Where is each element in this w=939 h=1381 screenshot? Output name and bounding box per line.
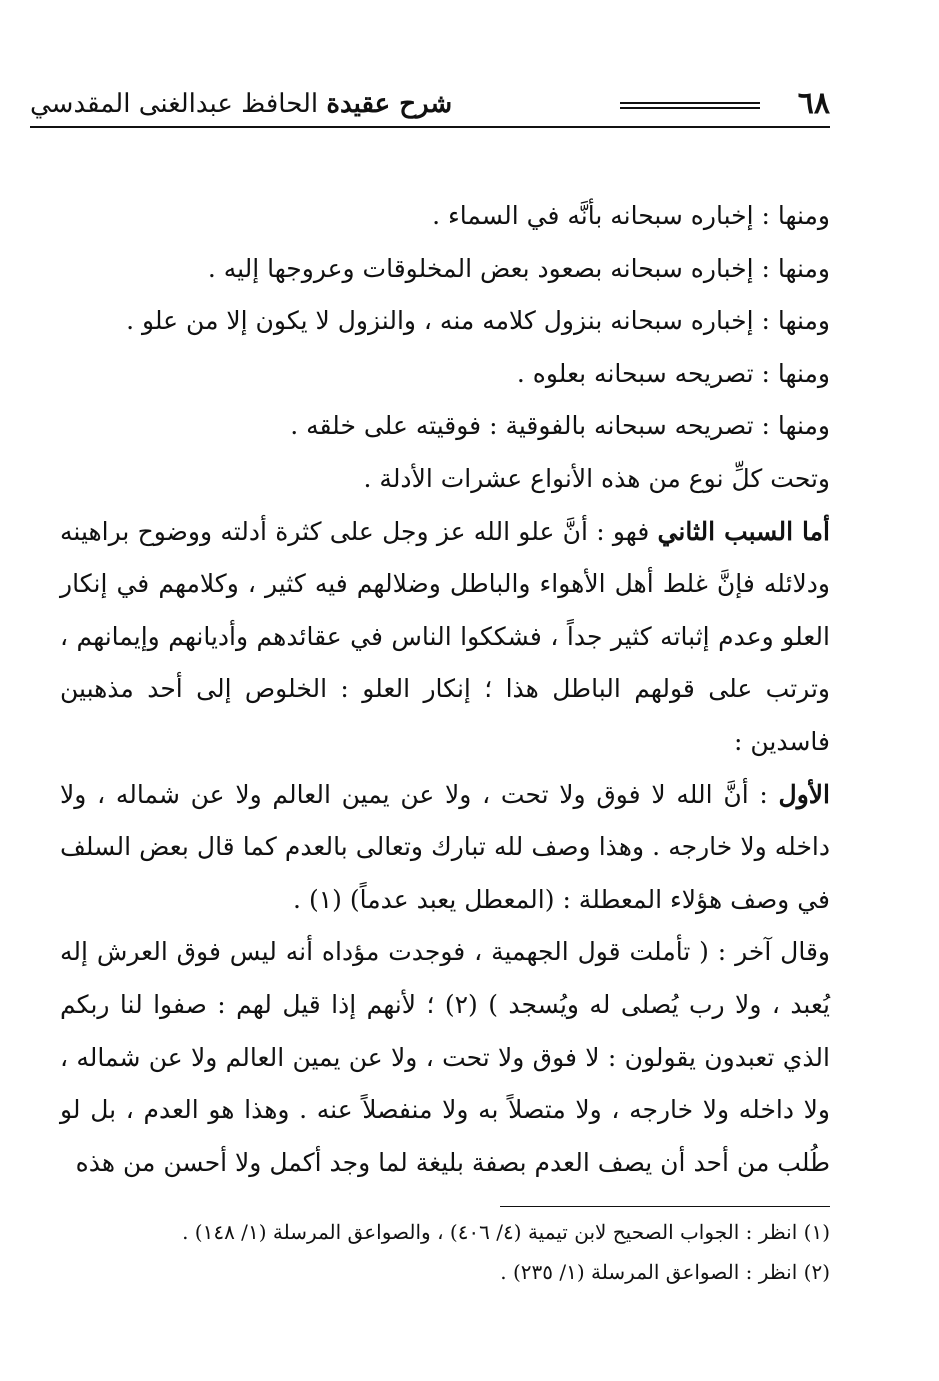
second-reason-text: فهو : أنَّ علو الله عز وجل على كثرة أدلته ووضوح براهينه ودلائله فإنَّ غلط أهل الأهواء والباطل وضلالهم فيه كثير ، وكلامهم في إنكار العلو وعدم إثباته كثير جداً ، فشككوا الناس في عقائدهم وأديانهم وإيمانهم ، وترتب على قولهم الباطل هذا ؛ إنكار العلو : الخلوص إلى أحد مذهبين فاسدين : (60, 516, 830, 756)
footnote: (١) انظر : الجواب الصحيح لابن تيمية (٤/ ٤٠٦) ، والصواعق المرسلة (١/ ١٤٨) . (182, 1220, 830, 1244)
second-reason-paragraph (60, 506, 830, 769)
list-item: وتحت كلِّ نوع من هذه الأنواع عشرات الأدلة . (363, 463, 830, 493)
list-item: ومنها : إخباره سبحانه بصعود بعض المخلوقات وعروجها إليه . (207, 253, 830, 283)
list-item: ومنها : إخباره سبحانه بنزول كلامه منه ، والنزول لا يكون إلا من علو . (126, 306, 830, 336)
first-doctrine-text: : أنَّ الله لا فوق ولا تحت ، ولا عن يمين العالم ولا عن شماله ، ولا داخله ولا خارجه . وهذا وصف لله تبارك وتعالى بالعدم كما قال بعض السلف في وصف هؤلاء المعطلة : (المعطل يعبد عدماً) (١) . (60, 779, 830, 914)
footnote-separator (500, 1206, 830, 1207)
main-text (60, 190, 830, 1189)
footnote: (٢) انظر : الصواعق المرسلة (١/ ٢٣٥) . (500, 1260, 830, 1284)
header-underline (30, 126, 830, 128)
running-title-rest: الحافظ عبدالغنى المقدسي (30, 89, 327, 119)
header-double-rule (620, 102, 760, 109)
second-reason-heading: أما السبب الثاني (657, 516, 831, 546)
quote-paragraph: وقال آخر : ( تأملت قول الجهمية ، فوجدت مؤداه أنه ليس فوق العرش إله يُعبد ، ولا رب يُصلى له ويُسجد ) (٢) ؛ لأنهم إذا قيل لهم : صفوا لنا ربكم الذي تعبدون يقولون : لا فوق ولا تحت ، ولا عن يمين العالم ولا عن شماله ، ولا داخله ولا خارجه ، ولا متصلاً به ولا منفصلاً عنه . وهذا هو العدم ، بل لو طُلب من أحد أن يصف العدم بصفة بليغة لما وجد أكمل ولا أحسن من هذه (60, 937, 830, 1177)
first-doctrine-paragraph (60, 769, 830, 927)
list-item: ومنها : تصريحه سبحانه بالفوقية : فوقيته على خلقه . (290, 411, 830, 441)
footnotes (60, 1212, 830, 1292)
page-number: ٦٨ (797, 86, 830, 121)
list-item: ومنها : إخباره سبحانه بأنَّه في السماء . (432, 201, 830, 230)
first-doctrine-heading: الأول (778, 779, 830, 809)
list-item: ومنها : تصريحه سبحانه بعلوه . (516, 358, 830, 388)
running-title (30, 86, 550, 122)
page-header (30, 80, 830, 130)
running-title-bold: شرح عقيدة (326, 89, 453, 119)
